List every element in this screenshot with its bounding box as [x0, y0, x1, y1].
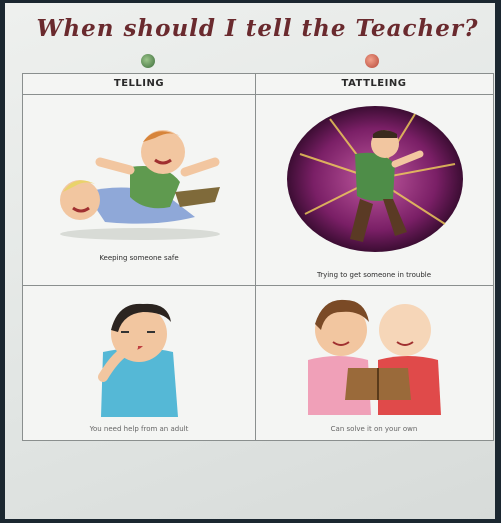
- column-header-tattling: TATTLEING: [341, 78, 407, 89]
- kids-reading-illustration: [293, 290, 463, 420]
- table-divider-middle: [23, 285, 493, 286]
- green-circle-icon: [141, 54, 155, 68]
- column-header-telling: TELLING: [113, 78, 165, 89]
- comparison-table: [22, 73, 494, 441]
- table-divider-vertical: [255, 74, 256, 440]
- caption-keeping-safe: Keeping someone safe: [99, 254, 179, 262]
- crying-kid-illustration: [73, 292, 203, 422]
- caption-trying-trouble: Trying to get someone in trouble: [316, 271, 432, 279]
- red-circle-icon: [365, 54, 379, 68]
- caption-solve-own: Can solve it on your own: [330, 425, 418, 433]
- page-title: When should I tell the Teacher?: [36, 15, 479, 42]
- tattling-kid-illustration: [285, 104, 465, 254]
- fighting-kids-illustration: [45, 122, 235, 242]
- worksheet-page: [5, 3, 495, 519]
- table-divider-header: [23, 94, 493, 95]
- caption-need-help: You need help from an adult: [89, 425, 189, 433]
